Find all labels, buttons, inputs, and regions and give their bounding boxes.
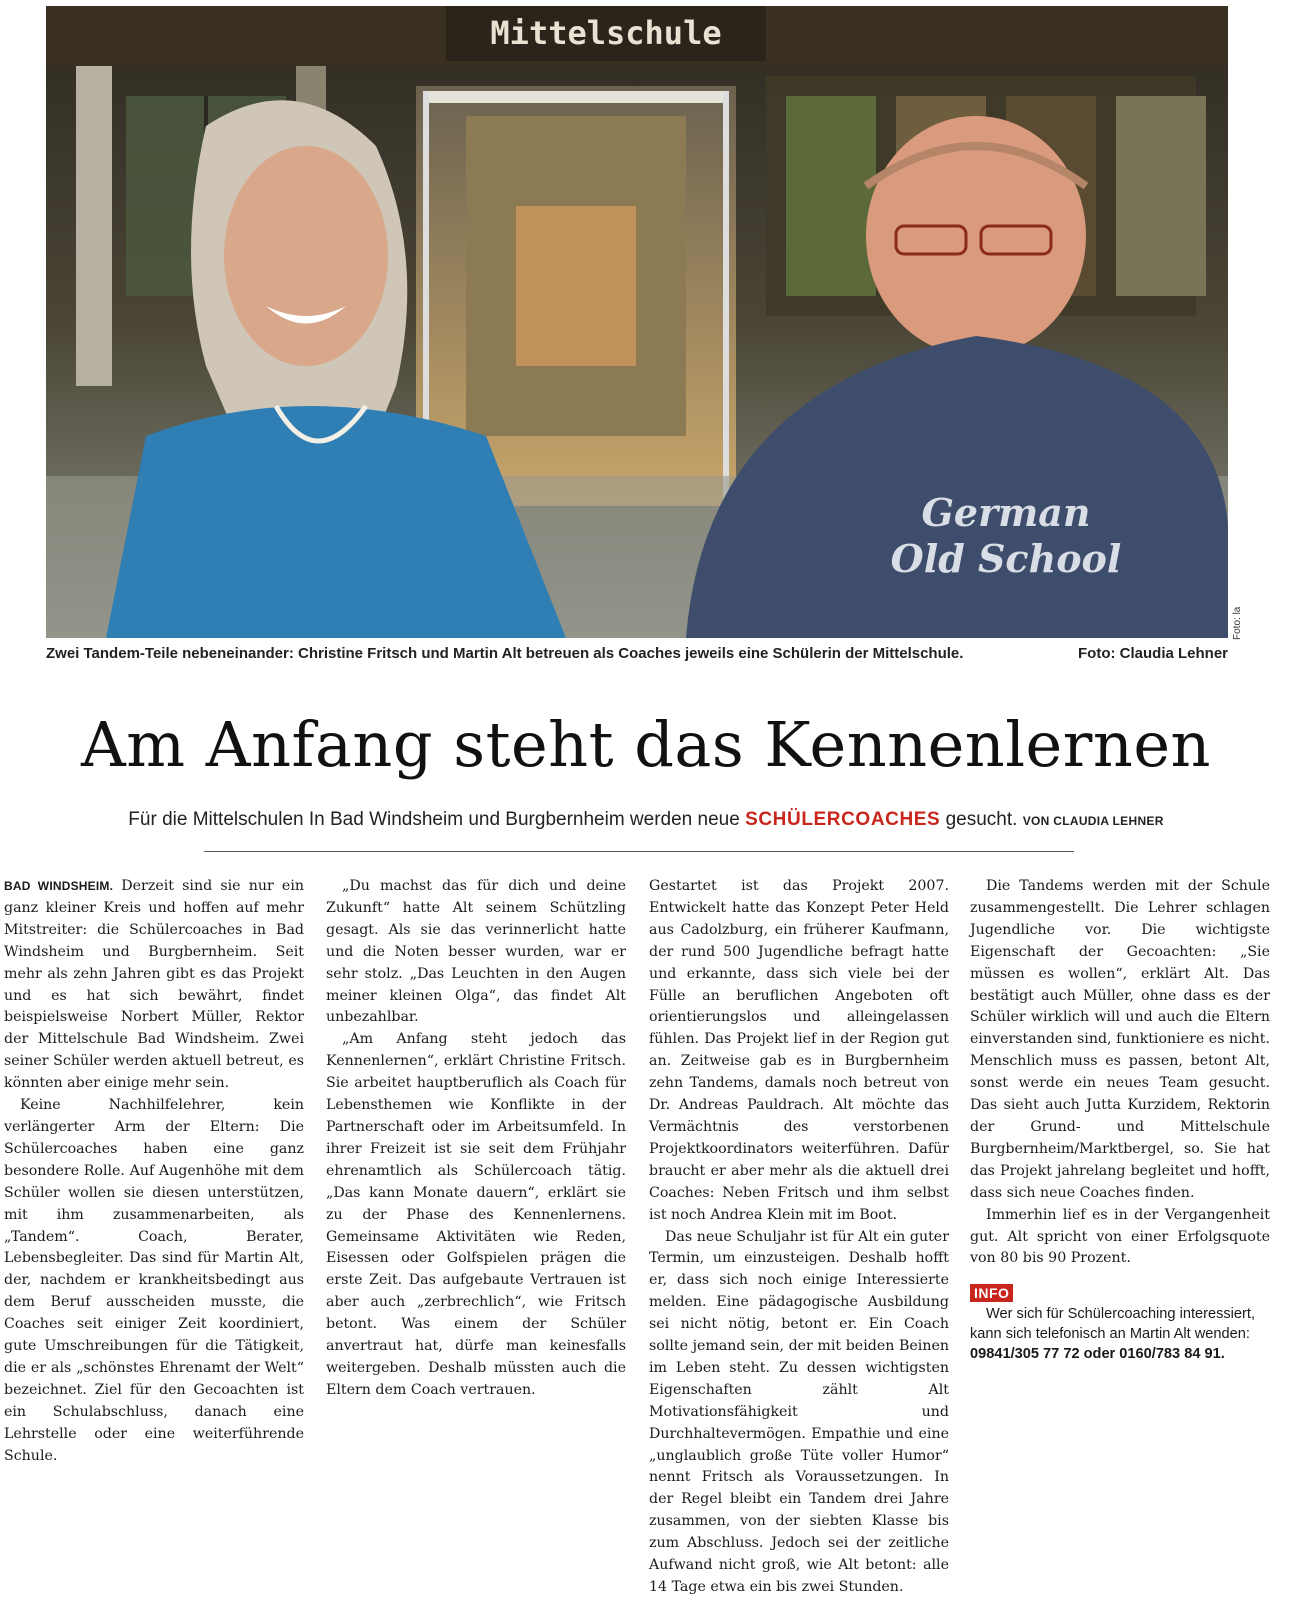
paragraph: Keine Nachhilfelehrer, kein verlängerter Arm der Eltern: Die Schülercoaches haben eine ganz besondere Rolle. Auf Augenhöhe mit dem Schüler wollen sie diesen unterstützen, mit ihm zusammenarbeiten, als „Tandem“. Coach, Berater, Lebensbegleiter. Das sind für Martin Alt, der, nachdem er krankheitsbedingt aus dem Beruf ausscheiden musste, die Coaches seit einiger Zeit koordiniert, gute Umschreibungen für die Tätigkeit, die er als „schönstes Ehrenamt der Welt“ bezeichnet. Ziel für den Gecoachten ist ein Schulabschluss, danach eine Lehrstelle oder eine weiterführende Schule. (4, 1097, 304, 1464)
paragraph: Das neue Schuljahr ist für Alt ein guter Termin, um einzusteigen. Deshalb hofft er, dass sich noch einige Interessierte melden. Eine pädagogische Ausbildung sei nicht nötig, betont er. Ein Coach sollte jemand sein, der mit beiden Beinen im Leben steht. Zu dessen wichtigsten Eigenschaften zählt Alt Motivationsfähigkeit und Durchhaltevermögen. Empathie und eine „unglaublich große Tüte voller Humor“ nennt Fritsch als Voraussetzungen. In der Regel bleibt ein Tandem drei Jahre zusammen, von der siebten Klasse bis zum Abschluss. Jedoch sei der zeitliche Aufwand nicht groß, wie Alt betont: alle 14 Tage etwa ein bis zwei Stunden. (649, 1228, 949, 1595)
photo-credit-vertical: Foto: la (1232, 606, 1243, 640)
paragraph (4, 876, 304, 1095)
photo-caption (46, 645, 1228, 667)
caption-text: Zwei Tandem-Teile nebeneinander: Christine Fritsch und Martin Alt betreuen als Coaches jeweils eine Schülerin der Mittelschule. (46, 645, 964, 662)
school-sign-text: Mittelschule (490, 14, 722, 52)
paragraph-text: Derzeit sind sie nur ein ganz kleiner Kreis und hoffen auf mehr Mitstreiter: die Schülercoaches in Bad Windsheim und Burgbernheim. Seit mehr als zehn Jahren gibt es das Projekt und es hat sich bewährt, findet beispielsweise Norbert Müller, Rektor der Mittelschule Bad Windsheim. Zwei seiner Schüler werden aktuell betreut, es könnten aber einige mehr sein. (4, 878, 304, 1092)
shirt-text-line2: Old School (890, 536, 1122, 581)
article-headline: Am Anfang steht das Kennenlernen (81, 708, 1211, 781)
paragraph: Immerhin lief es in der Vergangenheit gut. Alt spricht von einer Erfolgsquote von 80 bis 90 Prozent. (970, 1206, 1270, 1267)
info-text (970, 1304, 1270, 1364)
shirt-text-line1: German (921, 490, 1091, 535)
column-4 (970, 876, 1270, 1364)
paragraph: „Am Anfang steht jedoch das Kennenlernen“, erklärt Christine Fritsch. Sie arbeitet hauptberuflich als Coach für Lebensthemen wie Konflikte in der Partnerschaft oder im Arbeitsumfeld. In ihrer Freizeit ist sie seit dem Frühjahr ehrenamtlich als Schülercoach tätig. „Das kann Monate dauern“, erklärt sie zu der Phase des Kennenlernens. Gemeinsame Aktivitäten wie Reden, Eisessen oder Golfspielen prägen die erste Zeit. Das aufgebaute Vertrauen ist aber auch „zerbrechlich“, wie Fritsch betont. Was einem der Schüler anvertraut hat, dürfe man keinesfalls weitergeben. Deshalb müssten auch die Eltern dem Coach vertrauen. (326, 1031, 626, 1398)
column-3 (649, 876, 949, 1599)
info-phone-numbers: 09841/305 77 72 oder 0160/783 84 91. (970, 1346, 1225, 1363)
caption-credit: Foto: Claudia Lehner (1078, 645, 1228, 662)
subline-keyword: SCHÜLERCOACHES (745, 809, 941, 830)
article-subline (0, 806, 1292, 834)
paragraph: Gestartet ist das Projekt 2007. Entwickelt hatte das Konzept Peter Held aus Cadolzburg, ein früherer Kaufmann, der rund 500 Jugendliche befragt hatte und erkannte, dass sich viele bei der Fülle an beruflichen Angeboten oft orientierungslos und alleingelassen fühlen. Das Projekt lief in der Region gut an. Zeitweise gab es in Burgbernheim zehn Tandems, damals noch betreut von Dr. Andreas Pauldrach. Alt möchte das Vermächtnis des verstorbenen Projektkoordinators weiterführen. Dafür braucht er aber mehr als die aktuell drei Coaches: Neben Fritsch und ihm selbst ist noch Andrea Klein mit im Boot. (649, 878, 949, 1223)
photo-illustration (46, 6, 1228, 638)
subline-text-before: Für die Mittelschulen In Bad Windsheim und Burgbernheim werden neue (128, 809, 746, 830)
author-byline: VON CLAUDIA LEHNER (1022, 814, 1164, 828)
info-body: Wer sich für Schülercoaching interessiert, kann sich telefonisch an Martin Alt wenden: (970, 1306, 1256, 1343)
paragraph: Die Tandems werden mit der Schule zusammengestellt. Die Lehrer schlagen Jugendliche vor. Die wichtigste Eigenschaft der Gecoachten: „Sie müssen es wollen“, erklärt Alt. Das bestätigt auch Müller, ohne dass es der Schüler wirklich will und auch die Eltern einverstanden sind, funktioniere es nicht. Menschlich muss es passen, betont Alt, sonst werde ein neues Team gesucht. Das sieht auch Jutta Kurzidem, Rektorin der Grund- und Mittelschule Burgbernheim/Marktbergel, so. Sie hat das Projekt jahrelang begleitet und hofft, dass sich neue Coaches finden. (970, 878, 1270, 1201)
info-label: INFO (970, 1284, 1013, 1302)
dateline: BAD WINDSHEIM. (4, 879, 114, 893)
article-body (4, 876, 1272, 1595)
column-2 (326, 876, 626, 1402)
paragraph: „Du machst das für dich und deine Zukunft“ hatte Alt seinem Schützling gesagt. Als sie das verinnerlicht hatte und die Noten besser wurden, war er sehr stolz. „Das Leuchten in den Augen meiner kleinen Olga“, das findet Alt unbezahlbar. (326, 878, 626, 1026)
column-1 (4, 876, 304, 1467)
subline-text-after: gesucht. (940, 809, 1023, 830)
article-photo (46, 6, 1228, 638)
divider-rule (204, 851, 1074, 852)
info-box (970, 1284, 1270, 1364)
